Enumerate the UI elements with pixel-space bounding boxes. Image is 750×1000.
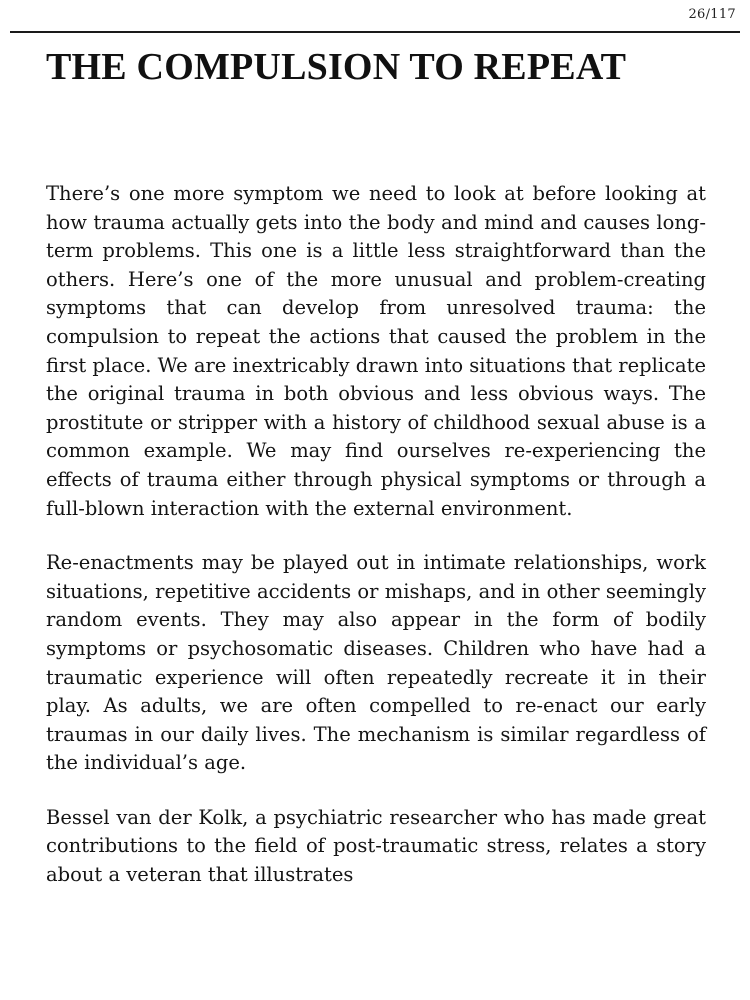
chapter-title: THE COMPULSION TO REPEAT bbox=[46, 46, 627, 88]
paragraph: Re-enactments may be played out in intimate relationships, work situations, repetitive accidents or mishaps, and in other seemingly random events. They may also appear in the form of bodily symptoms or psychosomatic diseases. Children who have had a traumatic experience will often repeatedly recreate it in their play. As adults, we are often compelled to re-enact our early traumas in our daily lives. The mechanism is similar regardless of the individual’s age. bbox=[46, 551, 706, 775]
paragraph: Bessel van der Kolk, a psychiatric researcher who has made great contributions to the field of post-traumatic stress, relates a story about a veteran that illustrates bbox=[46, 805, 706, 887]
page-indicator: 26/117 bbox=[688, 7, 736, 22]
page-header bbox=[10, 0, 740, 33]
paragraph: There’s one more symptom we need to look at before looking at how trauma actually gets into the body and mind and causes long-term problems. This one is a little less straightforward than the others. Here’s one of the more unusual and problem-creating symptoms that can develop from unresolved trauma: the compulsion to repeat the actions that caused the problem in the first place. We are inextricably drawn into situations that replicate the original trauma in both obvious and less obvious ways. The prostitute or stripper with a history of childhood sexual abuse is a common example. We may find ourselves re-experiencing the effects of trauma either through physical symptoms or through a full-blown interaction with the external environment. bbox=[46, 182, 706, 520]
body-text bbox=[46, 180, 706, 916]
